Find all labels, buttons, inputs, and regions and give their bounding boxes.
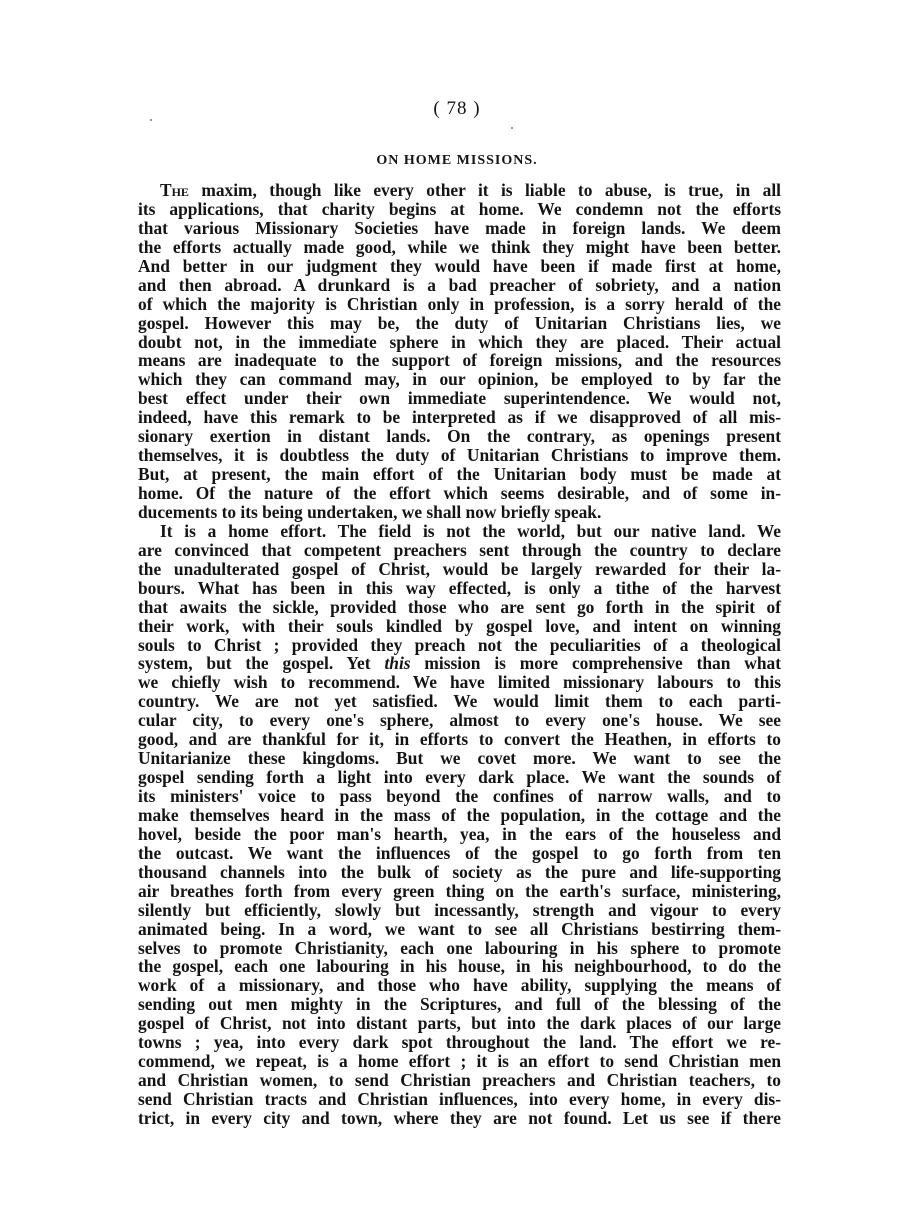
text-line: the gospel, each one labouring in his house, in his neighbourhood, to do the bbox=[138, 956, 781, 977]
text-line: selves to promote Christianity, each one labouring in his sphere to promote bbox=[138, 937, 781, 958]
text-line: But, at present, the main effort of the Unitarian body must be made at bbox=[138, 464, 781, 485]
text-line: their work, with their souls kindled by gospel love, and intent on winning bbox=[138, 615, 781, 636]
text-line: indeed, have this remark to be interpreted as if we disapproved of all mis- bbox=[138, 407, 781, 428]
text-line: system, but the gospel. Yet this mission is more comprehensive than what bbox=[138, 653, 781, 674]
text-line: bours. What has been in this way effected, is only a tithe of the harvest bbox=[138, 577, 781, 598]
text-line: the outcast. We want the influences of the gospel to go forth from ten bbox=[138, 842, 781, 863]
section-title: ON HOME MISSIONS. bbox=[376, 153, 538, 168]
text-line: of which the majority is Christian only in profession, is a sorry herald of the bbox=[138, 293, 781, 314]
text-line: hovel, beside the poor man's hearth, yea, in the ears of the houseless and bbox=[138, 823, 781, 844]
text-line: that various Missionary Societies have made in foreign lands. We deem bbox=[138, 217, 781, 238]
text-line: ducements to its being undertaken, we shall now briefly speak. bbox=[138, 501, 602, 522]
text-line: good, and are thankful for it, in efforts to convert the Heathen, in efforts to bbox=[138, 729, 781, 750]
text-line: that awaits the sickle, provided those who are sent go forth in the spirit of bbox=[138, 596, 781, 617]
text-line: and Christian women, to send Christian preachers and Christian teachers, to bbox=[138, 1070, 781, 1091]
text-line: we chiefly wish to recommend. We have limited missionary labours to this bbox=[138, 672, 781, 693]
text-line: And better in our judgment they would have been if made first at home, bbox=[138, 255, 781, 276]
text-line: souls to Christ ; provided they preach not the peculiarities of a theological bbox=[138, 634, 781, 655]
text-line: send Christian tracts and Christian influences, into every home, in every dis- bbox=[138, 1089, 781, 1109]
text-line: themselves, it is doubtless the duty of Unitarian Christians to improve them. bbox=[138, 445, 781, 466]
text-line: its applications, that charity begins at home. We condemn not the efforts bbox=[138, 198, 781, 219]
page-number: ( 78 ) bbox=[433, 98, 481, 119]
text-line: home. Of the nature of the effort which seems desirable, and of some in- bbox=[138, 483, 781, 503]
text-line: its ministers' voice to pass beyond the confines of narrow walls, and to bbox=[138, 786, 781, 806]
text-line: the efforts actually made good, while we think they might have been better. bbox=[138, 236, 781, 257]
text-line: silently but efficiently, slowly but incessantly, strength and vigour to every bbox=[138, 899, 781, 920]
text-line: gospel sending forth a light into every dark place. We want the sounds of bbox=[138, 767, 781, 788]
text-line: means are inadequate to the support of foreign missions, and the resources bbox=[138, 350, 781, 371]
text-line: doubt not, in the immediate sphere in which they are placed. Their actual bbox=[138, 331, 781, 352]
article-body bbox=[138, 181, 781, 1128]
text-line: The maxim, though like every other it is liable to abuse, is true, in all bbox=[160, 180, 781, 200]
text-line: towns ; yea, into every dark spot throughout the land. The effort we re- bbox=[138, 1032, 781, 1053]
text-line: sionary exertion in distant lands. On the contrary, as openings present bbox=[138, 426, 781, 447]
text-line: country. We are not yet satisfied. We would limit them to each parti- bbox=[138, 691, 781, 712]
text-line: which they can command may, in our opinion, be employed to by far the bbox=[138, 369, 781, 390]
text-line: air breathes forth from every green thing on the earth's surface, ministering, bbox=[138, 880, 781, 901]
text-line: trict, in every city and town, where they are not found. Let us see if there bbox=[138, 1107, 781, 1128]
text-line: commend, we repeat, is a home effort ; it is an effort to send Christian men bbox=[138, 1051, 781, 1072]
text-line: It is a home effort. The field is not the world, but our native land. We bbox=[160, 520, 781, 541]
italic-word: this bbox=[384, 653, 411, 674]
print-speck bbox=[511, 127, 513, 129]
text-line: animated being. In a word, we want to see all Christians bestirring them- bbox=[138, 918, 781, 939]
text-line: are convinced that competent preachers sent through the country to declare bbox=[138, 539, 781, 560]
text-line: Unitarianize these kingdoms. But we covet more. We want to see the bbox=[138, 748, 781, 769]
text-line: make themselves heard in the mass of the population, in the cottage and the bbox=[138, 804, 781, 825]
text-line: thousand channels into the bulk of society as the pure and life-supporting bbox=[138, 861, 781, 882]
text-line: the unadulterated gospel of Christ, would be largely rewarded for their la- bbox=[138, 558, 781, 579]
text-line: gospel. However this may be, the duty of Unitarian Christians lies, we bbox=[138, 312, 781, 333]
text-line: sending out men mighty in the Scriptures, and full of the blessing of the bbox=[138, 994, 781, 1015]
text-line: and then abroad. A drunkard is a bad preacher of sobriety, and a nation bbox=[138, 274, 781, 295]
text-line: best effect under their own immediate superintendence. We would not, bbox=[138, 388, 781, 409]
text-line: work of a missionary, and those who have ability, supplying the means of bbox=[138, 975, 781, 996]
print-speck bbox=[150, 119, 152, 121]
text-line: gospel of Christ, not into distant parts, but into the dark places of our large bbox=[138, 1013, 781, 1034]
small-caps-word: The bbox=[160, 180, 189, 200]
text-line: cular city, to every one's sphere, almost to every one's house. We see bbox=[138, 710, 781, 731]
